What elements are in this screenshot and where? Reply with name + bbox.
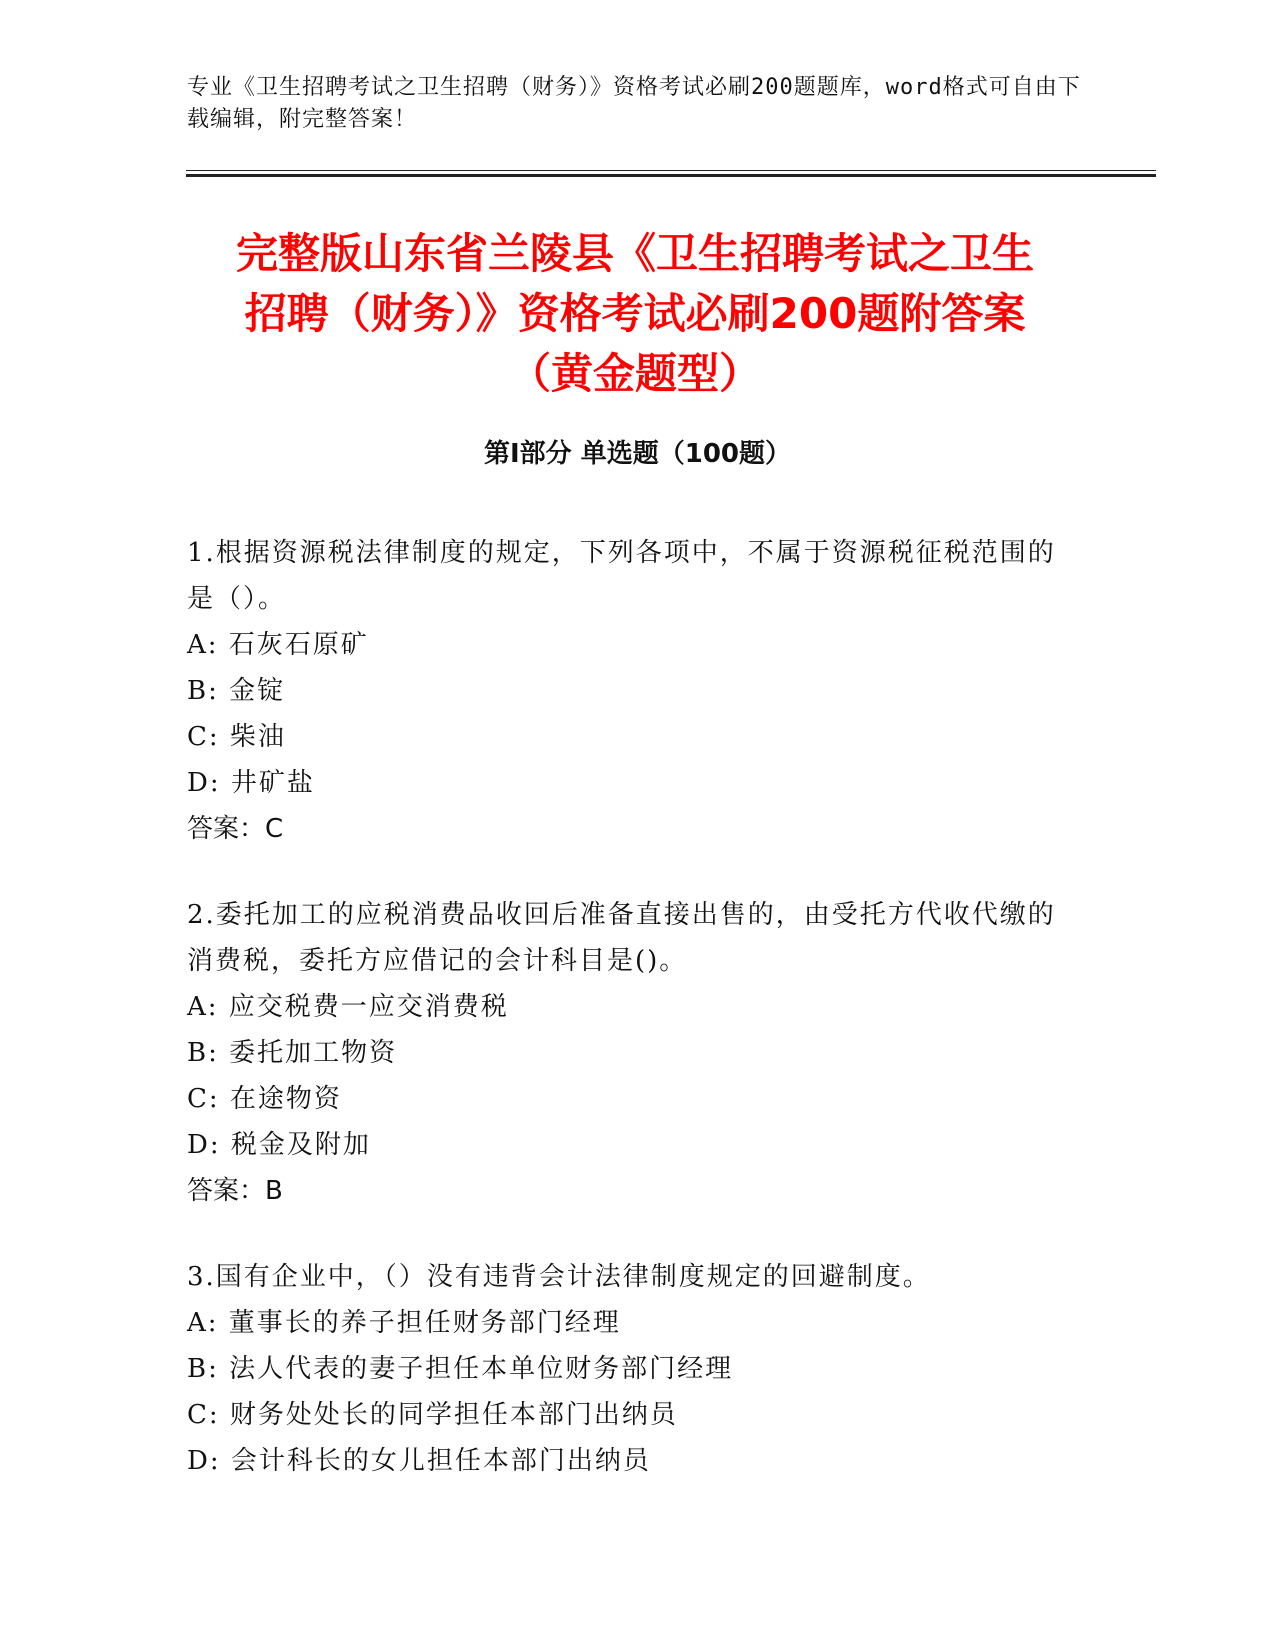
question-1 — [187, 530, 1067, 852]
option-d: D: 井矿盐 — [187, 768, 315, 798]
option-d: D: 税金及附加 — [187, 1130, 371, 1160]
answer: 答案：C — [187, 814, 284, 844]
option-b: B: 法人代表的妻子担任本单位财务部门经理 — [187, 1354, 734, 1384]
question-list — [187, 530, 1067, 1524]
question-text: 1.根据资源税法律制度的规定，下列各项中，不属于资源税征税范围的是（）。 — [187, 538, 1056, 614]
title-line-1: 完整版山东省兰陵县《卫生招聘考试之卫生 — [235, 229, 1034, 278]
header-note: 专业《卫生招聘考试之卫生招聘（财务）》资格考试必刷200题题库，word格式可自由下载编辑，附完整答案！ — [187, 75, 1081, 132]
question-3 — [187, 1254, 1067, 1484]
option-d: D: 会计科长的女儿担任本部门出纳员 — [187, 1446, 651, 1476]
option-a: A: 董事长的养子担任财务部门经理 — [187, 1308, 621, 1338]
answer: 答案：B — [187, 1176, 283, 1206]
title-line-3: （黄金题型） — [508, 349, 761, 398]
header-divider-thick — [186, 174, 1156, 177]
option-b: B: 金锭 — [187, 676, 286, 706]
option-c: C: 财务处处长的同学担任本部门出纳员 — [187, 1400, 678, 1430]
question-2 — [187, 892, 1067, 1214]
option-a: A: 石灰石原矿 — [187, 630, 369, 660]
document-title — [160, 224, 1110, 404]
question-text: 2.委托加工的应税消费品收回后准备直接出售的，由受托方代收代缴的消费税，委托方应借记的会计科目是()。 — [187, 900, 1056, 976]
header-divider-thin — [186, 170, 1156, 171]
option-a: A: 应交税费一应交消费税 — [187, 992, 509, 1022]
option-b: B: 委托加工物资 — [187, 1038, 398, 1068]
title-line-2: 招聘（财务）》资格考试必刷200题附答案 — [244, 289, 1026, 338]
question-text: 3.国有企业中，（）没有违背会计法律制度规定的回避制度。 — [187, 1262, 931, 1292]
section-title: 第I部分 单选题（100题） — [484, 439, 791, 469]
option-c: C: 在途物资 — [187, 1084, 342, 1114]
option-c: C: 柴油 — [187, 722, 286, 752]
